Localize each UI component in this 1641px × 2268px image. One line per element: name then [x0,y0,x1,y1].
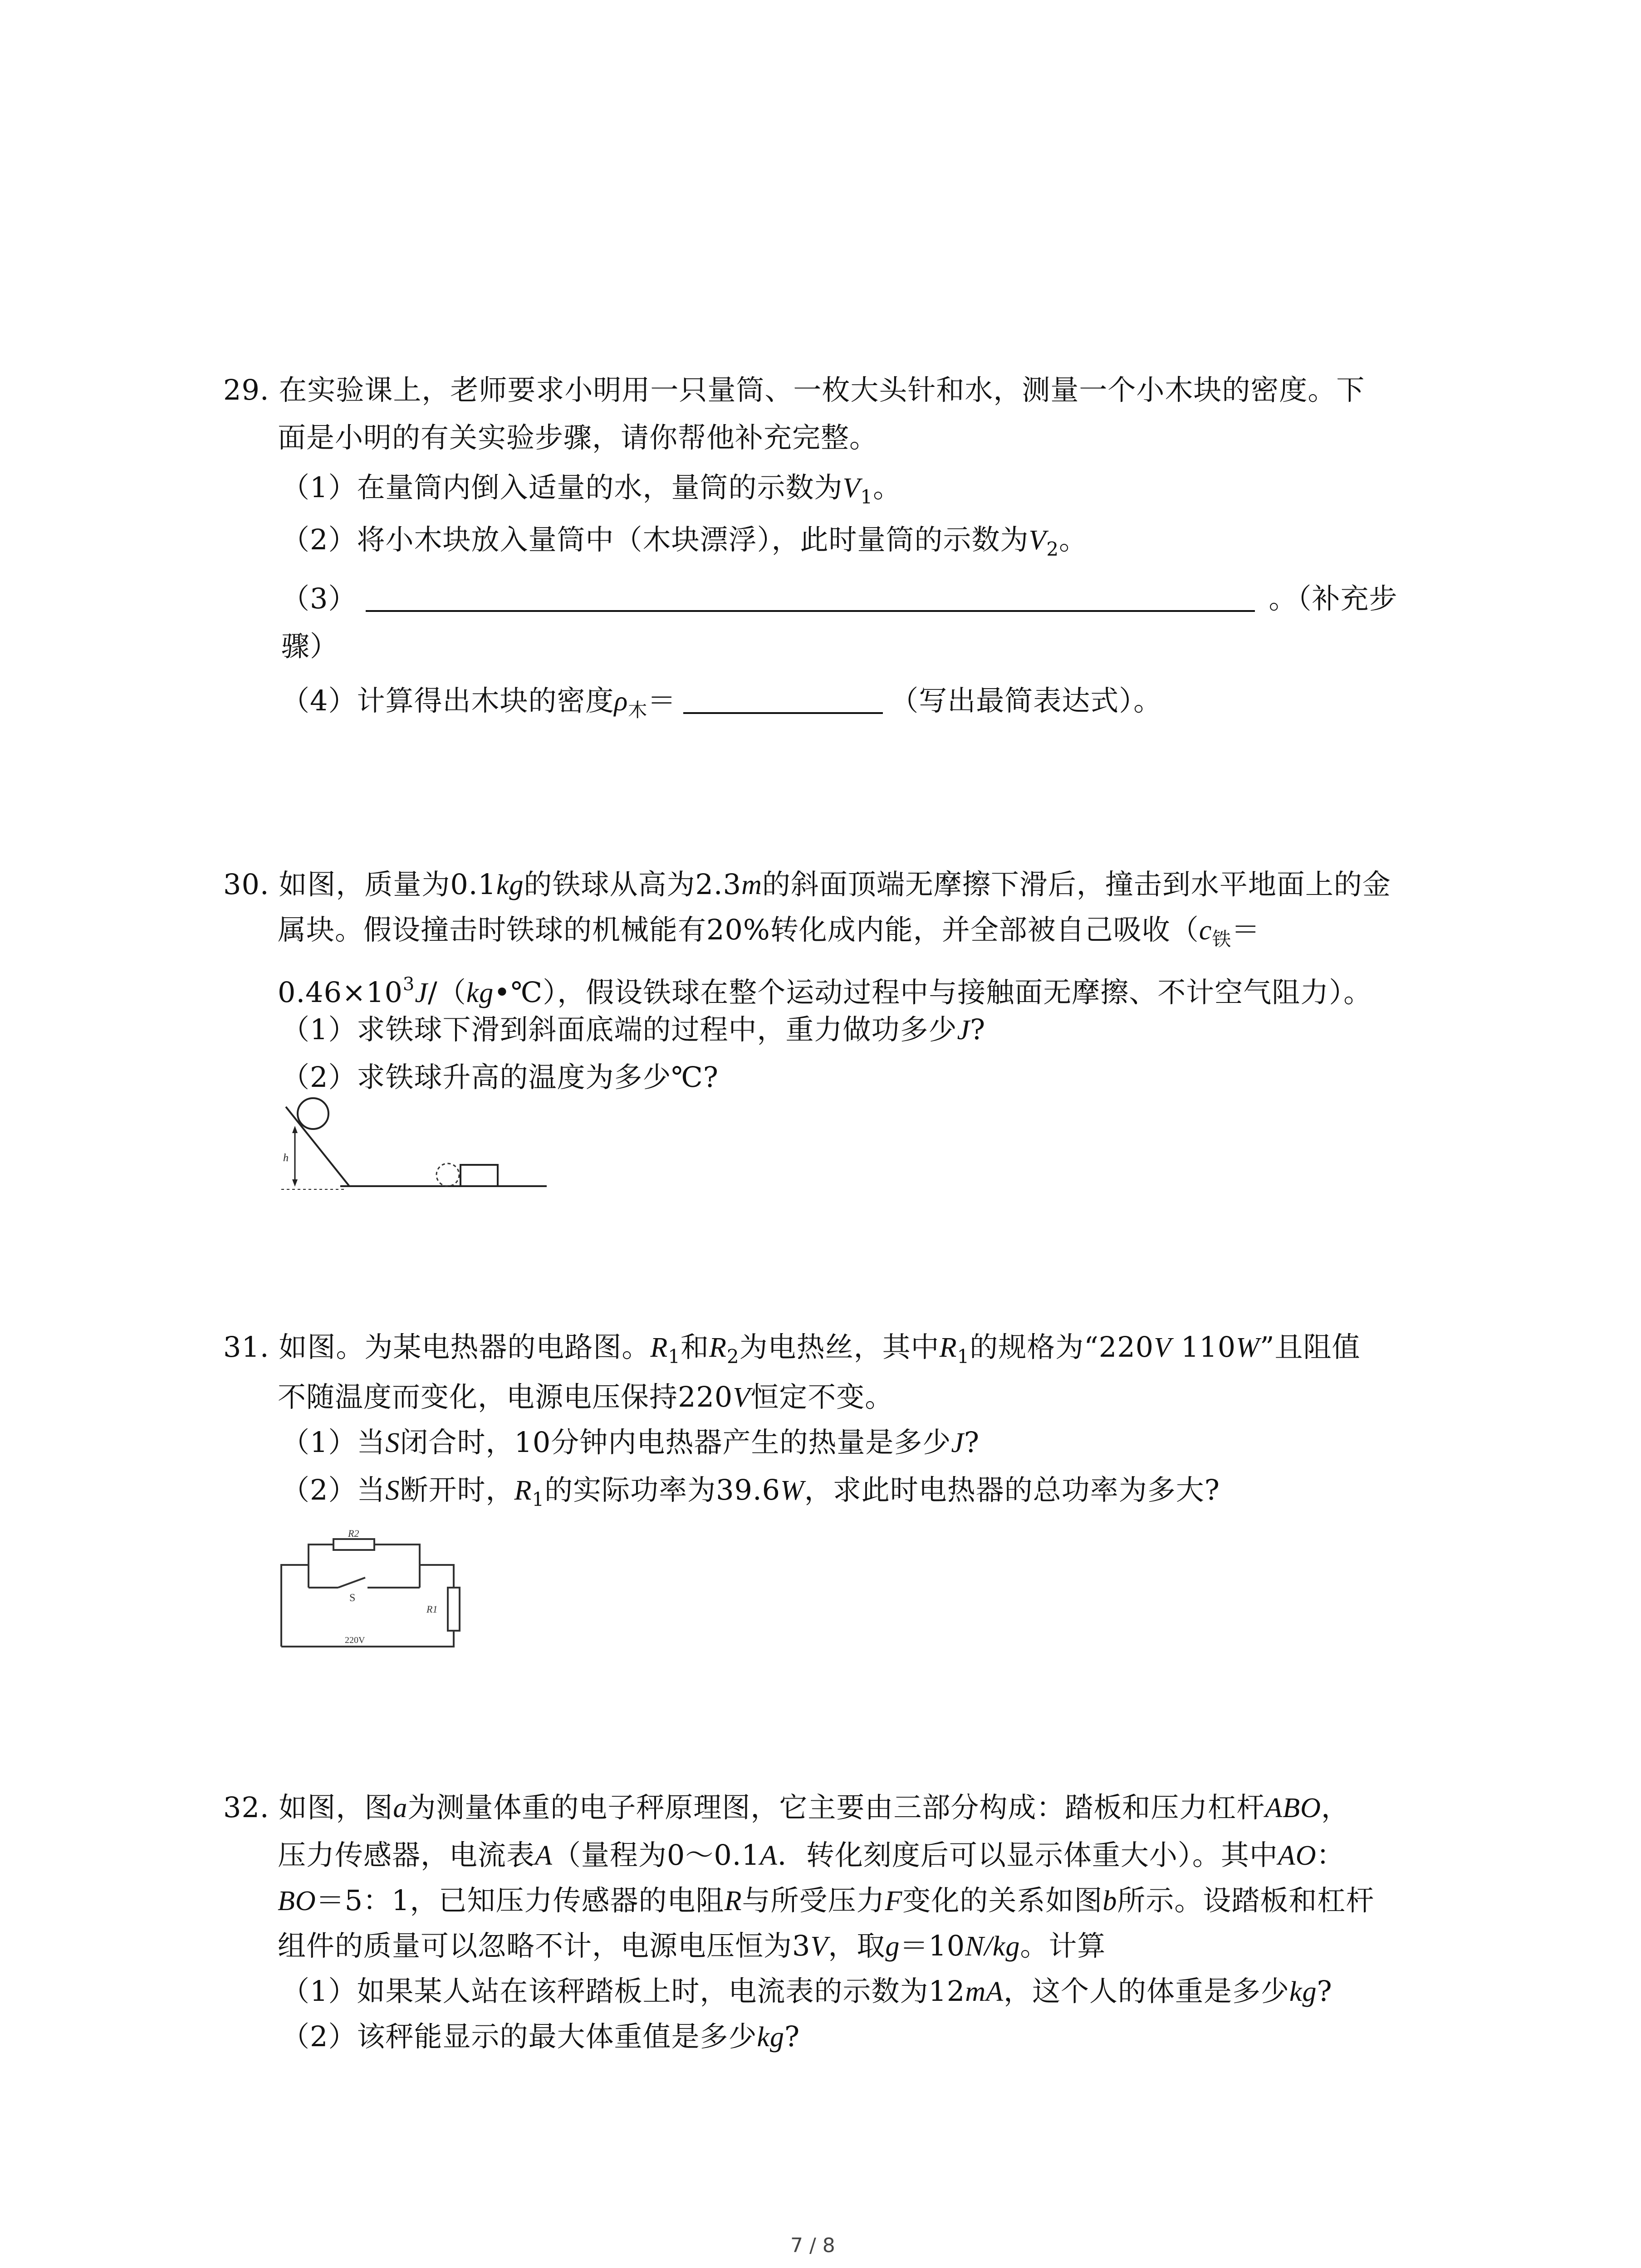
q31-sub-1 [281,1424,980,1461]
q31-r1-sub-3: 1 [532,1488,545,1510]
q31-sub-1-end: ? [964,1426,980,1459]
q31-r1-sub: 1 [668,1345,681,1368]
q29-rho-symbol: ρ [614,686,628,717]
q32-sub-1-end: ? [1317,1975,1332,2008]
q29-step-3-wrap [281,628,338,665]
q31-text-1e: ”且阻值 [1259,1330,1361,1364]
q29-text-2: 面是小明的有关实验步骤，请你帮他补充完整。 [278,421,878,454]
q30-text-1b: 的铁球从高为2.3 [524,868,742,901]
q31-unit-w-2: W [780,1475,804,1506]
q29-equals: ＝ [647,684,676,717]
q29-step-1-end: 。 [873,471,902,504]
q30-text-3b: /（ [427,976,466,1009]
q31-text-1a: 如图。为某电热器的电路图。 [279,1330,651,1364]
q32-ammeter-a: A [535,1840,553,1871]
q31-wire-top-right [420,1565,454,1588]
q32-text-4a: 组件的质量可以忽略不计，电源电压恒为3 [278,1929,811,1962]
q31-r2-resistor [333,1539,374,1550]
q29-v1-symbol: V [843,473,861,503]
q31-line-2 [278,1379,893,1416]
q30-text-3a: 0.46×10 [278,976,403,1009]
q32-text-4c: ＝10 [900,1929,965,1962]
q29-step-1 [281,469,901,515]
q29-step-4-text: （4）计算得出木块的密度 [281,684,614,717]
q31-r1-resistor [448,1588,460,1631]
q30-text-2a: 属块。假设撞击时铁球的机械能有20%转化成内能，并全部被自己吸收（ [278,913,1199,946]
q31-sub-2d: ，求此时电热器的总功率为多大? [804,1473,1220,1506]
q31-wire-r2-branch [309,1545,333,1565]
q31-number: 31. [223,1330,269,1364]
q30-sub-2 [281,1059,719,1095]
q32-unit-kg: kg [1289,1976,1317,2007]
q30-sub-1-end: ? [970,1013,986,1046]
q30-arrow-up-head [292,1126,298,1133]
q30-unit-j: J [415,978,428,1008]
q32-line-4 [278,1928,1106,1965]
q29-step-3-blank[interactable] [366,583,1255,612]
q31-sub-1b: 闭合时，10分钟内电热器产生的热量是多少 [400,1426,951,1459]
q30-line-3 [278,966,1372,1011]
q30-text-1a: 如图，质量为0.1 [279,868,496,901]
q32-text-4d: 。计算 [1020,1929,1106,1962]
q32-g-symbol: g [885,1931,900,1962]
q30-ball-top [298,1098,328,1129]
q29-v1-sub: 1 [860,486,873,508]
q32-number: 32. [223,1791,269,1824]
q31-text-1d: 110 [1171,1330,1236,1364]
q29-step-4 [281,683,1162,728]
q31-text-1b: 为电热丝，其中 [739,1330,940,1364]
q29-step-3-wrap-text: 骤） [281,630,339,663]
q29-step-3 [281,581,1397,617]
q30-text-3c: •℃），假设铁球在整个运动过程中与接触面无摩擦、不计空气阻力）。 [494,976,1372,1009]
q31-wire-r2-right [374,1545,420,1565]
q30-c-symbol: c [1199,915,1212,946]
q32-text-3a: ＝5：1，已知压力传感器的电阻 [316,1884,725,1917]
q29-v2-symbol: V [1029,525,1047,556]
q30-sub-2-text: （2）求铁球升高的温度为多少℃? [281,1061,719,1094]
q32-text-3c: 变化的关系如图 [902,1884,1103,1917]
q29-step-2-end: 。 [1059,523,1088,556]
q31-label-s: S [349,1592,356,1604]
q31-r2-sub: 2 [726,1345,740,1368]
q32-text-3d: 所示。设踏板和杠杆 [1117,1884,1375,1917]
q32-text-1b: 为测量体重的电子秤原理图，它主要由三部分构成：踏板和压力杠杆 [407,1791,1265,1824]
q32-line-3 [278,1882,1374,1919]
q32-line-2 [278,1837,1345,1874]
q32-fig-a: a [393,1793,408,1823]
q29-step-3-label: （3） [281,582,357,615]
q32-sub-2a: （2）该秤能显示的最大体重值是多少 [281,2020,757,2053]
q29-rho-sub: 木 [628,699,648,721]
q29-v2-sub: 2 [1046,538,1059,560]
q29-step-4-suffix: （写出最简表达式）。 [890,684,1162,717]
q32-f-symbol: F [885,1886,903,1916]
q29-text-1: 在实验课上，老师要求小明用一只量筒、一枚大头针和水，测量一个小木块的密度。下 [279,373,1365,406]
q32-text-1c: ， [1321,1791,1350,1824]
q30-sub-1-unit: J [957,1015,970,1046]
q31-text-1c: 的规格为“220 [970,1330,1154,1364]
q32-sub-2 [281,2019,800,2055]
q31-sub-1a: （1）当 [281,1426,386,1459]
q30-sub-1 [281,1012,985,1048]
q30-unit-kg: kg [496,870,524,900]
q32-unit-v: V [810,1931,828,1962]
q32-sub-1b: ，这个人的体重是多少 [1004,1975,1290,2008]
q29-step-4-blank[interactable] [683,685,883,714]
q32-ao: AO [1278,1840,1317,1871]
q32-text-2a: 压力传感器，电流表 [278,1838,535,1872]
q31-unit-v-2: V [733,1382,751,1413]
q31-sub-2c: 的实际功率为39.6 [544,1473,781,1506]
q31-r1-symbol: R [650,1332,668,1363]
q31-text-2a: 不随温度而变化，电源电压保持220 [278,1380,733,1413]
q30-unit-kg-2: kg [466,978,494,1008]
q30-height-label: h [283,1152,289,1164]
q31-unit-j: J [951,1427,964,1458]
q32-unit-ma: mA [965,1976,1004,2007]
q30-arrow-down-head [292,1179,298,1187]
q32-r-symbol: R [724,1886,742,1916]
q31-unit-w: W [1236,1332,1260,1363]
q30-unit-m: m [741,870,762,900]
q30-metal-block [460,1165,498,1186]
q31-and: 和 [680,1330,709,1364]
q31-text-2b: 恒定不变。 [750,1380,894,1413]
q32-unit-a: A [759,1840,778,1871]
q31-r1-symbol-3: R [514,1475,532,1506]
q30-ball-dashed [436,1163,459,1186]
q30-line-1 [223,866,1391,903]
q31-wire-bottom [281,1631,454,1647]
page-number: 7 / 8 [790,2234,835,2257]
q30-line-2 [278,912,1260,958]
q31-r1-sub-2: 1 [957,1345,970,1368]
q31-switch-blade [338,1578,365,1588]
q31-circuit-diagram [277,1524,476,1660]
q31-sub-2b: 断开时， [400,1473,514,1506]
q29-step-2-text: （2）将小木块放入量筒中（木块漂浮），此时量筒的示数为 [281,523,1029,556]
q31-label-r2: R2 [348,1528,359,1539]
q31-r1-symbol-2: R [939,1332,957,1363]
q32-sub-1a: （1）如果某人站在该秤踏板上时，电流表的示数为12 [281,1975,965,2008]
q29-number: 29. [223,373,269,406]
q32-text-2b: （量程为0～0.1 [552,1838,760,1872]
q32-fig-b: b [1102,1886,1117,1916]
q32-text-3b: 与所受压力 [742,1884,885,1917]
q30-sub-1-text: （1）求铁球下滑到斜面底端的过程中，重力做功多少 [281,1013,957,1046]
q32-text-1a: 如图，图 [279,1791,393,1824]
q31-label-r1: R1 [426,1603,438,1615]
q32-bo: BO [278,1886,316,1916]
q30-exp: 3 [402,974,415,995]
q31-sub-2a: （2）当 [281,1473,386,1506]
q29-line-1 [223,372,1365,408]
q32-sub-1 [281,1973,1332,2010]
q32-text-2d: ： [1316,1838,1345,1872]
q30-incline-figure [277,1093,549,1198]
q32-lever-abo: ABO [1265,1793,1321,1823]
q31-switch-symbol-2: S [385,1475,400,1506]
q31-r2-symbol: R [709,1332,727,1363]
q31-switch-symbol: S [385,1427,400,1458]
q31-unit-v: V [1154,1332,1172,1363]
q32-line-1 [223,1789,1350,1826]
q31-sub-2 [281,1472,1220,1518]
q31-label-voltage: 220V [345,1635,365,1645]
q32-text-2c: ．转化刻度后可以显示体重大小）。其中 [777,1838,1278,1872]
q32-unit-kg-2: kg [757,2022,784,2053]
q30-equals: ＝ [1231,913,1260,946]
q31-wire-left-top [281,1565,309,1647]
q32-sub-2-end: ? [784,2020,800,2053]
q29-step-1-text: （1）在量筒内倒入适量的水，量筒的示数为 [281,471,843,504]
q30-text-1c: 的斜面顶端无摩擦下滑后，撞击到水平地面上的金 [762,868,1391,901]
q30-c-sub: 铁 [1212,928,1232,950]
q29-step-2 [281,522,1087,567]
q32-text-4b: ，取 [828,1929,886,1962]
q31-line-1 [223,1329,1361,1375]
q29-line-2 [278,420,878,456]
q29-step-3-suffix: 。（补充步 [1269,582,1398,615]
q32-unit-nkg: N/kg [965,1931,1020,1962]
q30-number: 30. [223,868,269,901]
